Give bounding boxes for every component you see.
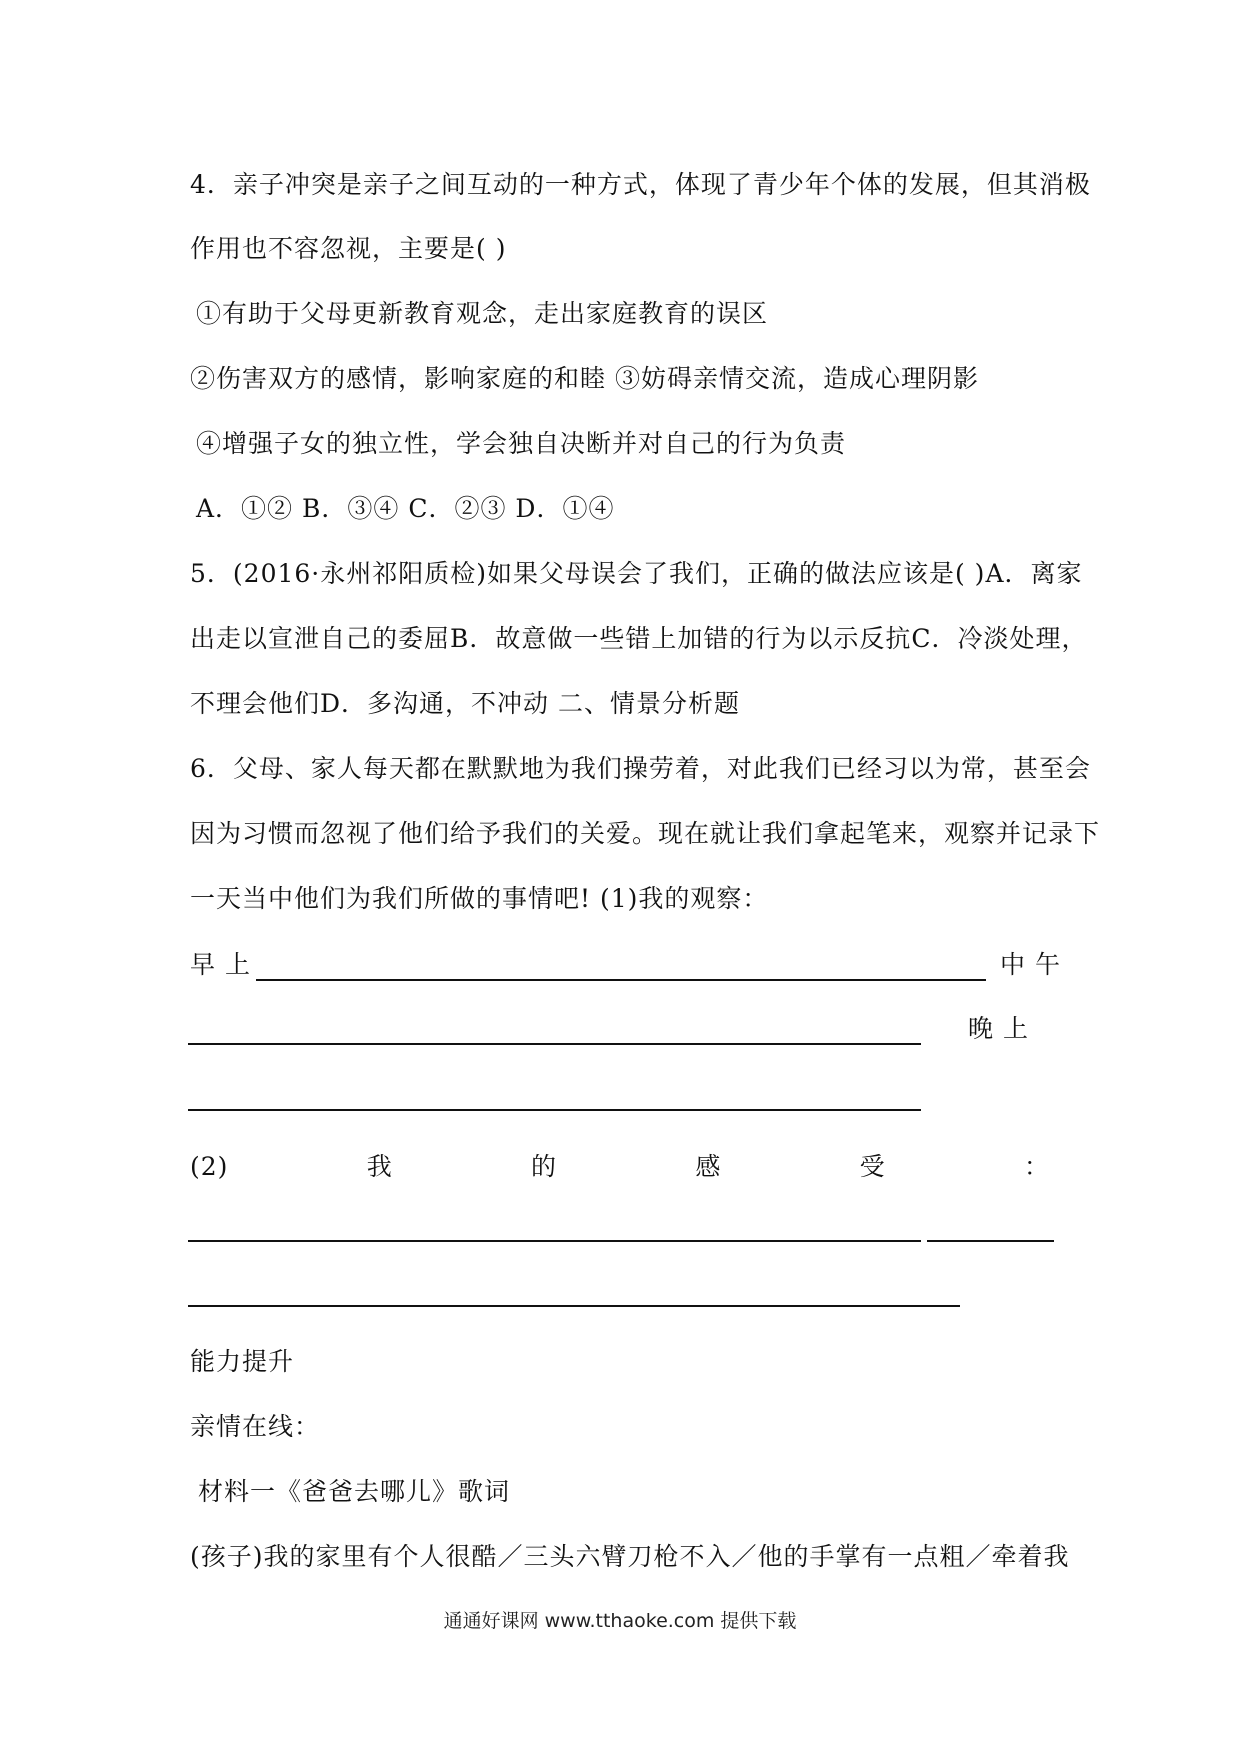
- feeling-answer-line-1b: [927, 1240, 1054, 1242]
- morning-label: 早 上: [190, 950, 251, 979]
- feeling-part-number: (2): [190, 1152, 229, 1181]
- feeling-char-3: 感: [695, 1152, 722, 1181]
- q6-line1: 6．父母、家人每天都在默默地为我们操劳着，对此我们已经习以为常，甚至会: [190, 754, 1091, 783]
- footer-credit: 通通好课网 www.tthaoke.com 提供下载: [443, 1610, 797, 1632]
- q4-line2: 作用也不容忽视，主要是( ): [190, 234, 507, 263]
- feeling-char-4: 受: [859, 1152, 886, 1181]
- q6-line3: 一天当中他们为我们所做的事情吧! (1)我的观察：: [190, 884, 769, 913]
- evening-label: 晚 上: [968, 1014, 1029, 1043]
- q4-line1: 4．亲子冲突是亲子之间互动的一种方式，体现了青少年个体的发展，但其消极: [190, 170, 1091, 199]
- lyrics-line: (孩子)我的家里有个人很酷／三头六臂刀枪不入／他的手掌有一点粗／牵着我: [190, 1542, 1070, 1571]
- feeling-answer-line-2: [188, 1305, 960, 1307]
- feeling-char-2: 的: [531, 1152, 558, 1181]
- q4-option4: ④增强子女的独立性，学会独自决断并对自己的行为负责: [196, 429, 847, 458]
- material-heading: 材料一《爸爸去哪儿》歌词: [198, 1477, 511, 1506]
- q4-option1: ①有助于父母更新教育观念，走出家庭教育的误区: [196, 299, 769, 328]
- q5-line2: 出走以宣泄自己的委屈B．故意做一些错上加错的行为以示反抗C．冷淡处理，: [190, 624, 1088, 653]
- section-title: 能力提升: [190, 1347, 295, 1376]
- q5-line1: 5．(2016·永州祁阳质检)如果父母误会了我们，正确的做法应该是( )A．离家: [190, 559, 1083, 588]
- q5-line3: 不理会他们D．多沟通，不冲动 二、情景分析题: [190, 689, 740, 718]
- noon-label: 中 午: [1000, 950, 1061, 979]
- section-subtitle: 亲情在线：: [190, 1412, 321, 1441]
- evening-answer-line: [188, 1109, 921, 1111]
- feeling-char-1: 我: [366, 1152, 393, 1181]
- q6-line2: 因为习惯而忽视了他们给予我们的关爱。现在就让我们拿起笔来，观察并记录下: [190, 819, 1101, 848]
- feeling-answer-line-1a: [188, 1240, 921, 1242]
- noon-answer-line: [188, 1043, 921, 1045]
- q4-option23: ②伤害双方的感情，影响家庭的和睦 ③妨碍亲情交流，造成心理阴影: [190, 364, 979, 393]
- feeling-colon: ：: [1023, 1152, 1050, 1181]
- q4-choices: A．①② B．③④ C．②③ D．①④: [196, 494, 615, 523]
- morning-answer-line: [256, 979, 986, 981]
- feeling-prompt: [190, 1150, 1050, 1184]
